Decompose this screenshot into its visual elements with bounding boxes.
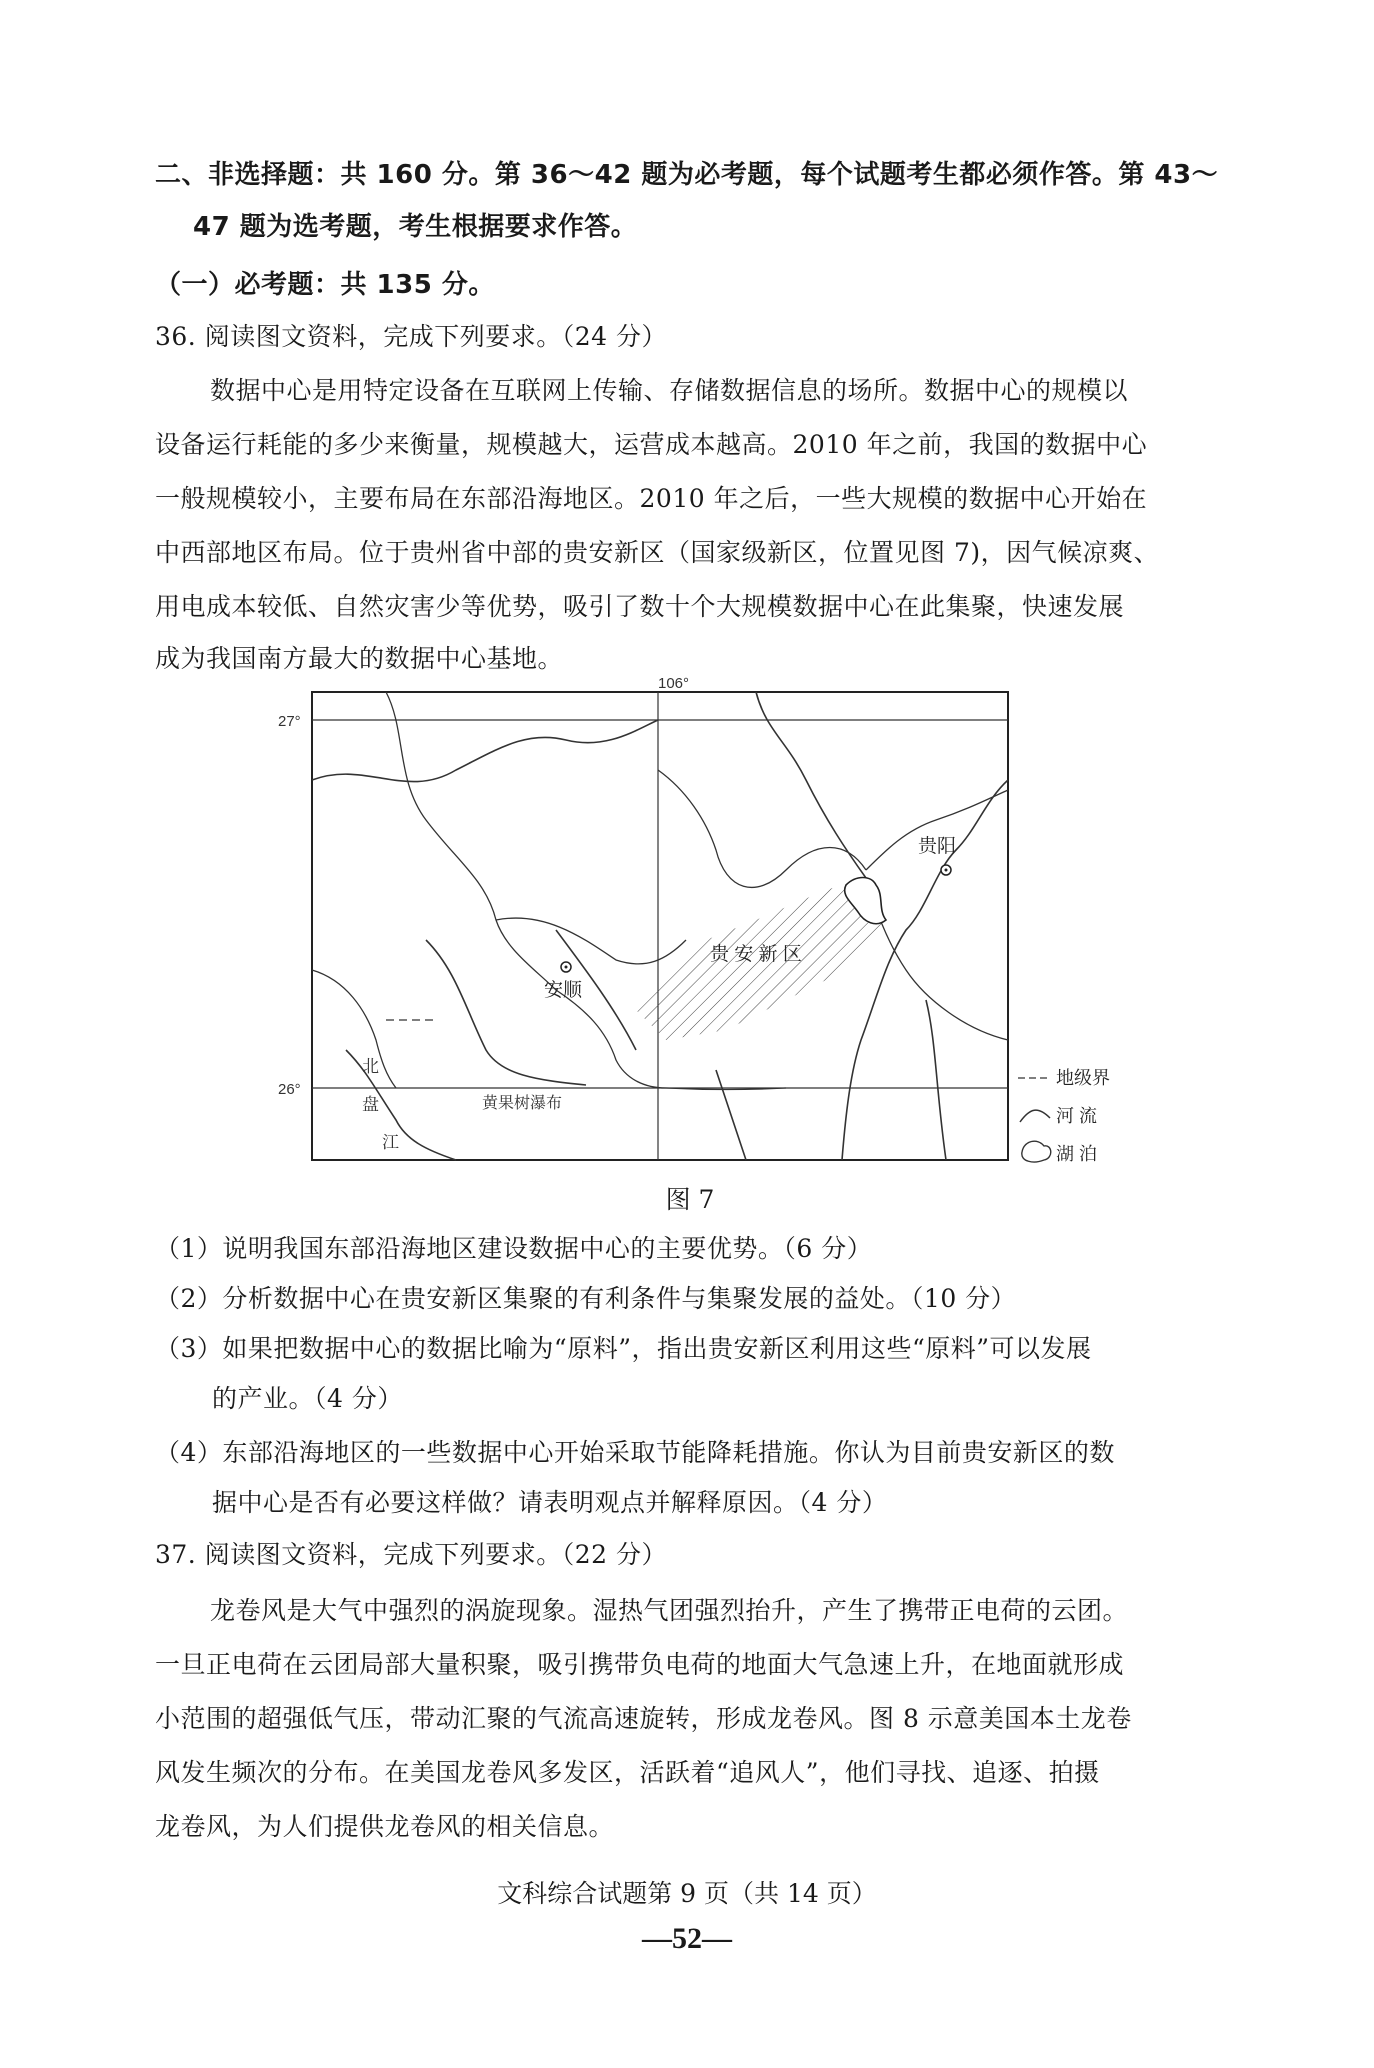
page-footer: 文科综合试题第 9 页（共 14 页）: [497, 1879, 877, 1908]
q37-para-line: 小范围的超强低气压，带动汇聚的气流高速旋转，形成龙卷风。图 8 示意美国本土龙卷: [155, 1704, 1132, 1733]
q36-sub-question: （2）分析数据中心在贵安新区集聚的有利条件与集聚发展的益处。（10 分）: [155, 1284, 1017, 1313]
rivers: [312, 692, 1008, 1160]
q37-para-line: 风发生频次的分布。在美国龙卷风多发区，活跃着“追风人”，他们寻找、追逐、拍摄: [155, 1758, 1100, 1787]
legend-lake-label: 湖 泊: [1056, 1144, 1098, 1164]
river-label-jiang: 江: [382, 1133, 399, 1153]
lat-26-label: 26°: [278, 1081, 301, 1098]
page-number: —52—: [642, 1922, 732, 1955]
sub-heading: （一）必考题：共 135 分。: [155, 270, 495, 300]
q36-para-line: 用电成本较低、自然灾害少等优势，吸引了数十个大规模数据中心在此集聚，快速发展: [155, 592, 1125, 621]
figure-7-caption: 图 7: [665, 1185, 715, 1214]
q36-sub-question-cont: 的产业。（4 分）: [212, 1384, 403, 1413]
q36-sub-question: （1）说明我国东部沿海地区建设数据中心的主要优势。（6 分）: [155, 1234, 873, 1263]
anshun-label: 安顺: [544, 980, 583, 1001]
section-heading-line1: 二、非选择题：共 160 分。第 36～42 题为必考题，每个试题考生都必须作答。第 43～: [155, 160, 1219, 190]
q36-para-line: 中西部地区布局。位于贵州省中部的贵安新区（国家级新区，位置见图 7)，因气候凉爽、: [155, 538, 1160, 567]
q36-stem: 36. 阅读图文资料，完成下列要求。（24 分）: [155, 322, 667, 351]
q36-sub-question: （4）东部沿海地区的一些数据中心开始采取节能降耗措施。你认为目前贵安新区的数: [155, 1438, 1115, 1467]
river-label-pan: 盘: [362, 1095, 379, 1115]
q37-stem: 37. 阅读图文资料，完成下列要求。（22 分）: [155, 1540, 667, 1569]
map-frame: [312, 692, 1008, 1160]
q36-sub-question-cont: 据中心是否有必要这样做？请表明观点并解释原因。（4 分）: [212, 1488, 888, 1517]
legend-river-symbol: [1020, 1110, 1050, 1122]
q36-para-line: 设备运行耗能的多少来衡量，规模越大，运营成本越高。2010 年之前，我国的数据中心: [155, 430, 1148, 459]
q36-para-line: 成为我国南方最大的数据中心基地。: [155, 644, 564, 673]
guiyang-marker-dot: [945, 869, 948, 872]
legend-lake-symbol: [1022, 1141, 1051, 1162]
q37-para-line: 龙卷风，为人们提供龙卷风的相关信息。: [155, 1812, 615, 1841]
legend-river-label: 河 流: [1056, 1106, 1098, 1126]
waterfall-label: 黄果树瀑布: [482, 1093, 563, 1112]
section-heading-line2: 47 题为选考题，考生根据要求作答。: [193, 212, 638, 242]
q37-para-line: 龙卷风是大气中强烈的涡旋现象。湿热气团强烈抬升，产生了携带正电荷的云团。: [210, 1596, 1129, 1625]
q37-para-line: 一旦正电荷在云团局部大量积聚，吸引携带负电荷的地面大气急速上升，在地面就形成: [155, 1650, 1125, 1679]
legend-boundary-label: 地级界: [1056, 1068, 1110, 1088]
longitude-label: 106°: [658, 675, 690, 692]
river-label-bei: 北: [362, 1057, 379, 1077]
lat-27-label: 27°: [278, 713, 301, 730]
map-legend: [1018, 1068, 1110, 1164]
guian-area-label: 贵 安 新 区: [710, 944, 802, 965]
figure-7-map: [278, 670, 1306, 1170]
q36-sub-question: （3）如果把数据中心的数据比喻为“原料”，指出贵安新区利用这些“原料”可以发展: [155, 1334, 1092, 1363]
q36-para-line: 数据中心是用特定设备在互联网上传输、存储数据信息的场所。数据中心的规模以: [210, 376, 1129, 405]
anshun-marker-dot: [565, 966, 568, 969]
guiyang-label: 贵阳: [918, 836, 957, 857]
q36-para-line: 一般规模较小，主要布局在东部沿海地区。2010 年之后，一些大规模的数据中心开始在: [155, 484, 1148, 513]
